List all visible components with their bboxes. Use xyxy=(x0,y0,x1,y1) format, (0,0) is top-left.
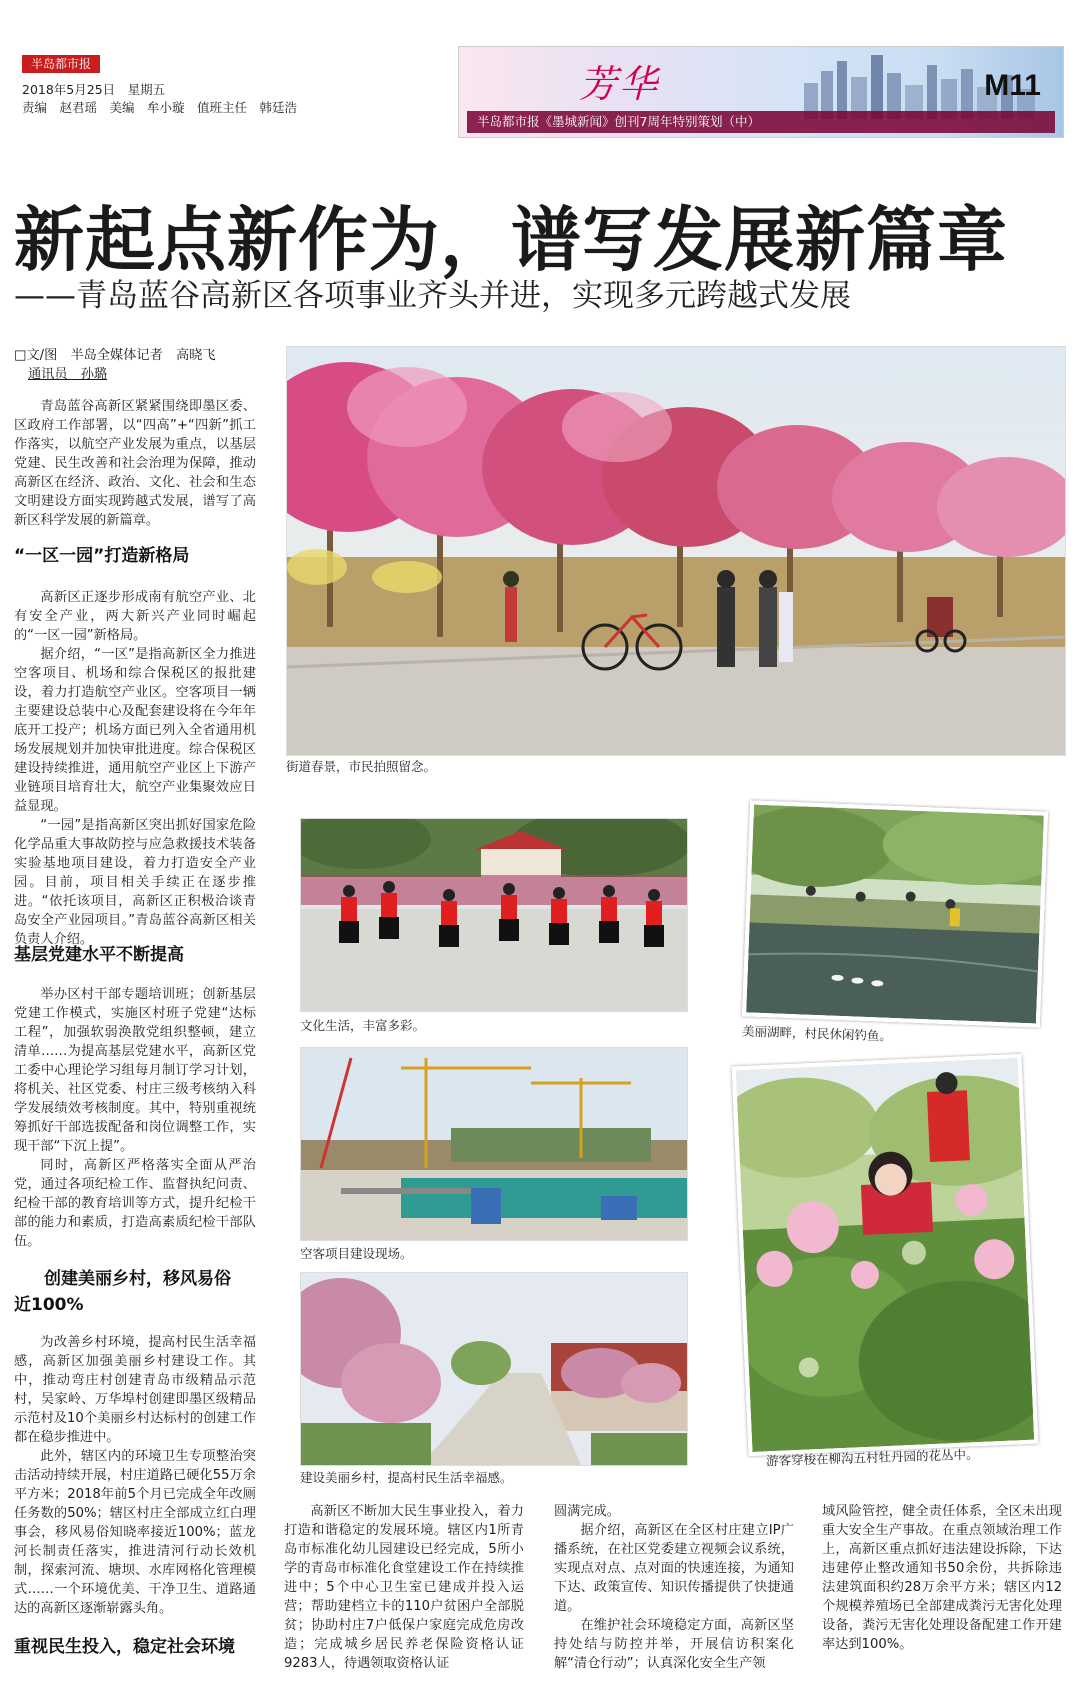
special-edition-label: 半岛都市报《墨城新闻》创刊7周年特别策划（中） xyxy=(467,111,1055,133)
page-number: M11 xyxy=(984,69,1041,102)
paragraph: 高新区正逐步形成南有航空产业、北有安全产业，两大新兴产业同时崛起的“一区一园”新格局。 xyxy=(14,590,256,643)
photo-lake xyxy=(742,800,1048,1027)
lake-image xyxy=(746,805,1044,1024)
section-banner xyxy=(458,46,1064,138)
byline-correspondent: 通讯员 孙璐 xyxy=(28,367,108,382)
photo-village xyxy=(300,1272,688,1466)
village-image xyxy=(301,1273,687,1465)
paragraph: 据介绍，“一区”是指高新区全力推进空客项目、机场和综合保税区的报批建设，着力打造航空产业区。空客项目一辆主要建设总装中心及配套建设将在今年年底开工投产；机场方面已列入全省通用机场发展规划并加快审批进度。综合保税区建设持续推进，通用航空产业区上下游产业链项目培育壮大，航空产业集聚效应日益显现。 xyxy=(14,647,256,814)
byline-reporter: □文/图 半岛全媒体记者 高晓飞 xyxy=(14,348,216,363)
subhead-one-zone-one-park: “一区一园”打造新格局 xyxy=(14,546,190,566)
paragraph: 同时，高新区严格落实全面从严治党，通过各项纪检工作、监督执纪问责、纪检干部的教育培训等方式，提升纪检干部的能力和素质，打造高素质纪检干部队伍。 xyxy=(14,1158,256,1249)
construction-image xyxy=(301,1048,687,1240)
headline: 新起点新作为，谱写发展新篇章 xyxy=(14,199,1008,281)
subheadline: ——青岛蓝谷高新区各项事业齐头并进，实现多元跨越式发展 xyxy=(14,278,851,314)
section-one-body xyxy=(14,588,256,949)
article-intro xyxy=(14,397,256,530)
subhead-party-building: 基层党建水平不断提高 xyxy=(14,945,184,965)
photo-construction xyxy=(300,1047,688,1241)
photo-peony xyxy=(732,1054,1039,1456)
subhead-livelihood: 重视民生投入，稳定社会环境 xyxy=(14,1637,235,1657)
caption-lake: 美丽湖畔，村民休闲钓鱼。 xyxy=(741,1023,893,1044)
subhead-beautiful-village-2: 近100% xyxy=(14,1295,84,1315)
byline xyxy=(14,346,264,384)
section-three-body xyxy=(14,1333,256,1618)
subhead-beautiful-village: 创建美丽乡村，移风易俗 xyxy=(44,1269,231,1289)
caption-village: 建设美丽乡村，提高村民生活幸福感。 xyxy=(300,1470,513,1485)
paragraph: 为改善乡村环境，提高村民生活幸福感，高新区加强美丽乡村建设工作。其中，推动弯庄村创建青岛市级精品示范村，吴家岭、万华埠村创建即墨区级精品示范村及10个美丽乡村达标村的创建工作都在稳步推进中。 xyxy=(14,1335,256,1445)
paragraph: 据介绍，高新区在全区村庄建立IP广播系统，在社区党委建立视频会议系统，实现点对点、点对面的快速连接，为通知下达、政策宣传、知识传播提供了快捷通道。 xyxy=(554,1523,794,1614)
staff-line: 责编 赵君瑶 美编 牟小璇 值班主任 韩廷浩 xyxy=(22,100,298,115)
date-line: 2018年5月25日 星期五 xyxy=(22,82,166,97)
paragraph: 域风险管控，健全责任体系，全区未出现重大安全生产事故。在重点领域治理工作上，高新区重点抓好违法建设拆除，下达违建停止整改通知书50余份，共拆除违法建筑面积约28万余平方米；辖区内12个规模养殖场已全部建成粪污无害化处理设备，粪污无害化处理设备配建工作开建率达到100%。 xyxy=(822,1504,1062,1652)
street-spring-image xyxy=(287,347,1065,755)
paragraph: “一园”是指高新区突出抓好国家危险化学品重大事故防控与应急救援技术装备实验基地项目建设，着力打造安全产业园。目前，项目相关手续正在逐步推进。“依托该项目，高新区正积极洽谈青岛安全产业园项目。”青岛蓝谷高新区相关负责人介绍。 xyxy=(14,818,256,947)
caption-construction: 空客项目建设现场。 xyxy=(300,1246,413,1261)
bottom-column-3 xyxy=(554,1502,794,1673)
section-two-body xyxy=(14,985,256,1251)
caption-dance: 文化生活，丰富多彩。 xyxy=(300,1018,426,1033)
intro-paragraph: 青岛蓝谷高新区紧紧围绕即墨区委、区政府工作部署，以“四高”+“四新”抓工作落实，以航空产业发展为重点，以基层党建、民生改善和社会治理为保障，推动高新区在经济、政治、文化、社会和生态文明建设方面实现跨越式发展，谱写了高新区科学发展的新篇章。 xyxy=(14,399,256,528)
paragraph: 在维护社会环境稳定方面，高新区坚持处结与防控并举，开展信访积案化解“清仓行动”；认真深化安全生产领 xyxy=(554,1618,794,1671)
photo-dance xyxy=(300,818,688,1012)
caption-main: 街道春景，市民拍照留念。 xyxy=(286,759,437,774)
paragraph: 圆满完成。 xyxy=(554,1504,620,1519)
section-title: 芳华 xyxy=(579,62,660,106)
peony-image xyxy=(736,1058,1034,1452)
dance-image xyxy=(301,819,687,1011)
photo-street-spring xyxy=(286,346,1066,756)
newspaper-logo: 半岛都市报 xyxy=(22,55,100,73)
bottom-column-4 xyxy=(822,1502,1062,1654)
paragraph: 高新区不断加大民生事业投入，着力打造和谐稳定的发展环境。辖区内1所青岛市标准化幼儿园建设已经完成，5所小学的青岛市标准化食堂建设工作在持续推进中；5个中心卫生室已建成并投入运营；帮助建档立卡的110户贫困户全部脱贫；协助村庄7户低保户家庭完成危房改造；完成城乡居民养老保险资格认证9283人，待遇领取资格认证 xyxy=(284,1504,524,1671)
paragraph: 此外，辖区内的环境卫生专项整治突击活动持续开展，村庄道路已硬化55万余平方米；2018年前5个月已完成全年改厕任务数的50%；辖区村庄全部成立红白理事会，移风易俗知晓率接近100%；蓝龙河长制责任落实，推进清河行动长效机制，探索河流、塘坝、水库网格化管理模式……一个环境优美、干净卫生、道路通达的高新区逐渐崭露头角。 xyxy=(14,1449,256,1616)
bottom-column-2 xyxy=(284,1502,524,1673)
paragraph: 举办区村干部专题培训班；创新基层党建工作模式，实施区村班子党建“达标工程”，加强软弱涣散党组织整顿，建立清单……为提高基层党建水平，高新区党工委中心理论学习组每月制订学习计划，将机关、社区党委、村庄三级考核纳入科学发展绩效考核制度。其中，特别重视统筹抓好干部选拔配备和岗位调整工作，实现干部“下沉上提”。 xyxy=(14,987,256,1154)
caption-peony: 游客穿梭在柳沟五村牡丹园的花丛中。 xyxy=(765,1446,979,1469)
